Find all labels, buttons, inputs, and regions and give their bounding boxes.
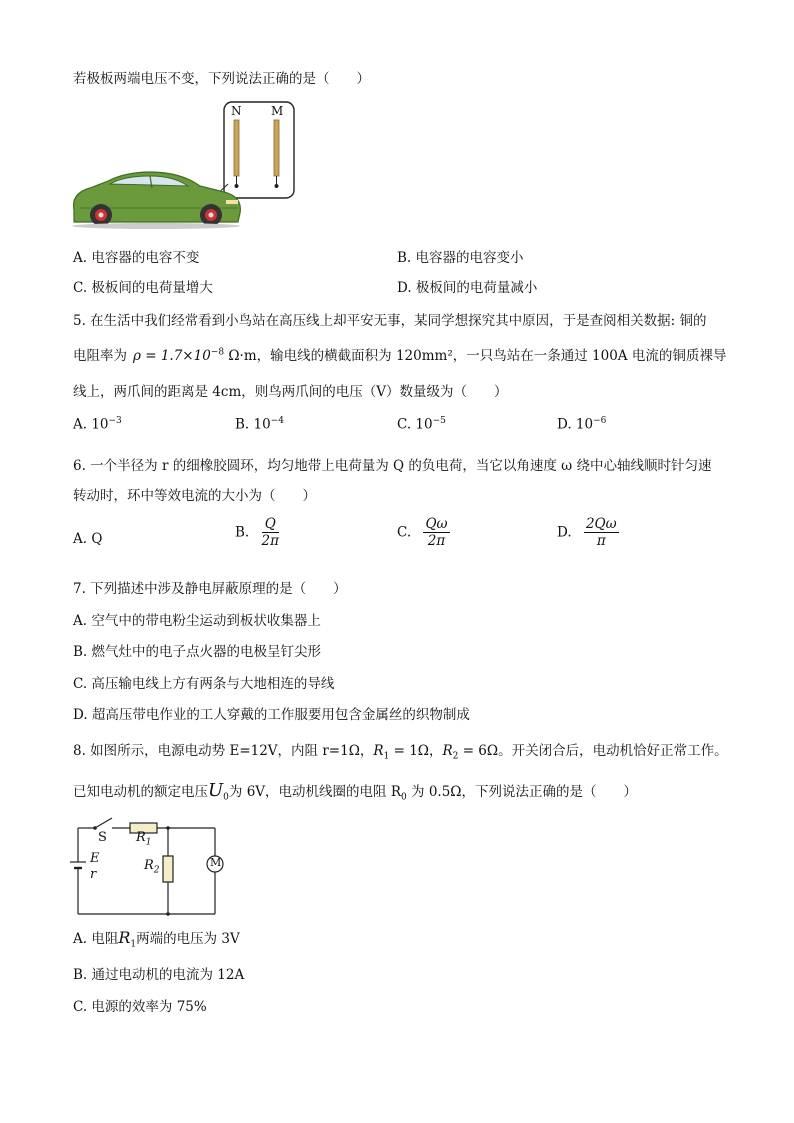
emf-label: E	[90, 851, 100, 866]
q5-line1: 5. 在生活中我们经常看到小鸟站在高压线上却平安无事，某同学想探究其中原因，于是查阅相关数据: 铜的	[73, 313, 707, 329]
q7-option-d[interactable]: D. 超高压带电作业的工人穿戴的工作服要用包含金属丝的织物制成	[73, 707, 470, 723]
q8-option-b[interactable]: B. 通过电动机的电流为 12A	[73, 967, 245, 983]
q7-option-c[interactable]: C. 高压输电线上方有两条与大地相连的导线	[73, 676, 335, 692]
q8-option-a[interactable]: A. 电阻$R_1$两端的电压为 3V	[73, 928, 240, 950]
q4-stem: 若极板两端电压不变，下列说法正确的是（ ）	[73, 71, 370, 87]
q6-line2: 转动时，环中等效电流的大小为（ ）	[73, 488, 316, 504]
q4-option-c[interactable]: C. 极板间的电荷量增大	[73, 280, 213, 296]
q8-option-c[interactable]: C. 电源的效率为 75%	[73, 999, 207, 1015]
q8-line2: 已知电动机的额定电压$U_0$为 6V，电动机线圈的电阻 $R_0$ 为 0.5Ω，下列说法正确的是（ ）	[73, 780, 637, 803]
q5-option-d[interactable]: D. $10^{-6}$	[557, 416, 607, 433]
plate-m-label: M	[271, 104, 284, 118]
plate-n-label: N	[231, 104, 242, 118]
q6-line1: 6. 一个半径为 r 的细橡胶圆环，均匀地带上电荷量为 Q 的负电荷，当它以角速度 ω 绕中心轴线顺时针匀速	[73, 458, 712, 474]
q7-option-b[interactable]: B. 燃气灶中的电子点火器的电极呈钉尖形	[73, 644, 322, 660]
internal-r-label: r	[90, 867, 97, 882]
q6-option-d[interactable]: D. $\frac{2Q\omega}{\pi}$	[557, 516, 617, 549]
q6-option-b[interactable]: B. $\frac{Q}{2\pi}$	[235, 516, 279, 549]
q8-line1: 8. 如图所示，电源电动势 E=12V，内阻 r=1Ω，$R_1 = 1\Omega$，$R_2 = 6\Omega$。开关闭合后，电动机恰好正常工作。	[73, 743, 728, 762]
q5-option-a[interactable]: A. $10^{-3}$	[73, 416, 122, 433]
r2-resistor	[163, 856, 173, 882]
q4-option-d[interactable]: D. 极板间的电荷量减小	[397, 280, 538, 296]
q4-option-a[interactable]: A. 电容器的电容不变	[73, 250, 200, 266]
q5-option-b[interactable]: B. $10^{-4}$	[235, 416, 284, 433]
r2-label: $R_2$	[144, 858, 160, 876]
q6-option-a[interactable]: A. Q	[73, 531, 103, 547]
q6-option-c[interactable]: C. $\frac{Q\omega}{2\pi}$	[397, 516, 448, 549]
q5-line2: 电阻率为 $\rho = 1.7\times 10^{-8}$ Ω·m，输电线的横截面积为 120mm²，一只鸟站在一条通过 100A 电流的铜质裸导	[73, 347, 727, 364]
q4-option-b[interactable]: B. 电容器的电容变小	[397, 250, 524, 266]
switch-label: S	[98, 830, 107, 845]
q5-line3: 线上，两爪间的距离是 4cm，则鸟两爪间的电压（V）数量级为（ ）	[73, 384, 508, 400]
r1-label: $R_1$	[136, 830, 152, 848]
q7-option-a[interactable]: A. 空气中的带电粉尘运动到板状收集器上	[73, 613, 321, 629]
q5-option-c[interactable]: C. $10^{-5}$	[397, 416, 446, 433]
q7-stem: 7. 下列描述中涉及静电屏蔽原理的是（ ）	[73, 581, 347, 597]
motor-label: M	[210, 856, 222, 869]
